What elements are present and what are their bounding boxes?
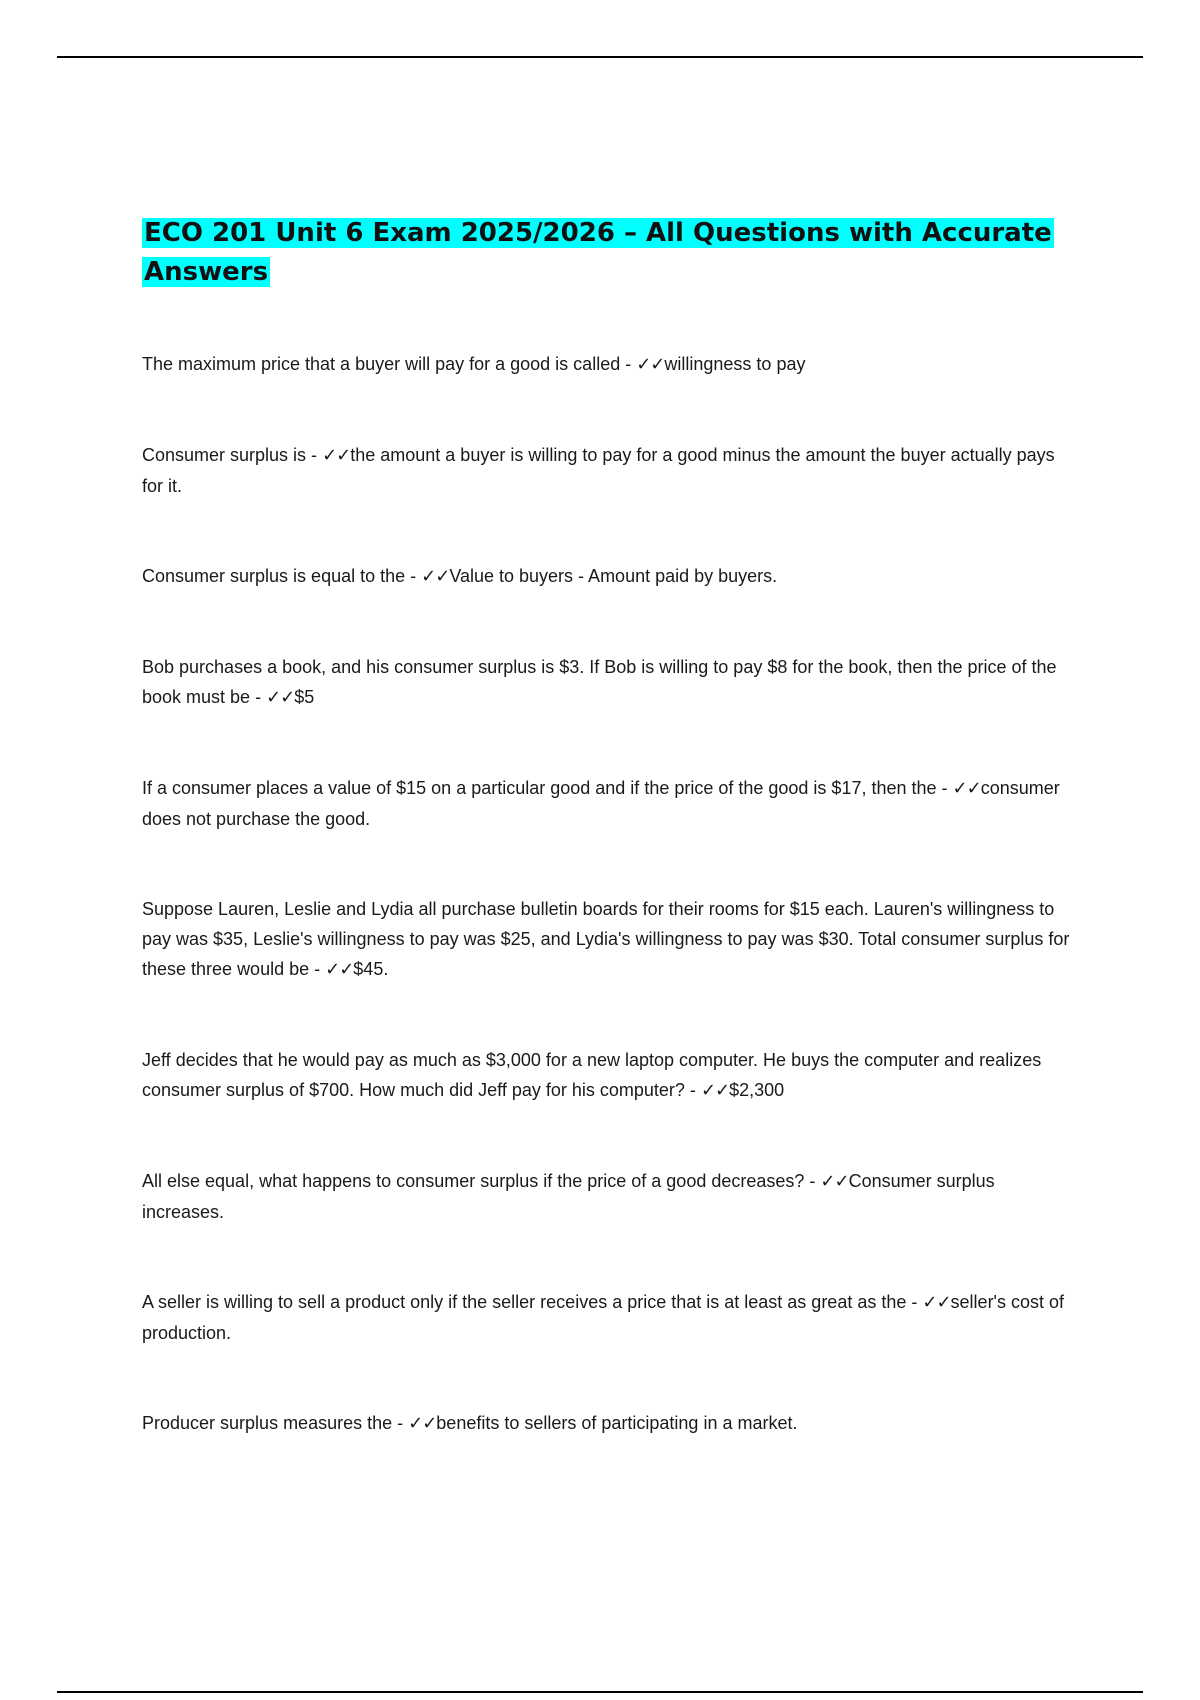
answer-text: $45. — [353, 959, 389, 979]
qa-item — [142, 652, 1072, 713]
qa-item — [142, 349, 1072, 380]
answer-text: the amount a buyer is willing to pay for a good minus the amount the buyer actually pays for it. — [142, 445, 1055, 496]
qa-item — [142, 1045, 1072, 1106]
qa-item — [142, 561, 1072, 592]
document-body — [142, 214, 1072, 1439]
answer-text: $2,300 — [729, 1080, 785, 1100]
double-check-icon: ✓✓ — [820, 1171, 849, 1192]
document-title — [142, 214, 1072, 292]
question-text: If a consumer places a value of $15 on a particular good and if the price of the good is $17, then the - — [142, 778, 953, 798]
top-rule — [57, 56, 1143, 58]
double-check-icon: ✓✓ — [421, 566, 450, 587]
double-check-icon: ✓✓ — [636, 354, 665, 375]
answer-text: consumer does not purchase the good. — [142, 778, 1060, 829]
question-text: Jeff decides that he would pay as much as $3,000 for a new laptop computer. He buys the computer and realizes consumer surplus of $700. How much did Jeff pay for his computer? - — [142, 1050, 1042, 1100]
double-check-icon: ✓✓ — [922, 1292, 951, 1313]
question-text: All else equal, what happens to consumer surplus if the price of a good decreases? - — [142, 1171, 821, 1191]
double-check-icon: ✓✓ — [322, 445, 351, 466]
question-text: The maximum price that a buyer will pay for a good is called - — [142, 354, 637, 374]
title-highlight: ECO 201 Unit 6 Exam 2025/2026 – All Questions with Accurate Answers — [144, 218, 1052, 287]
bottom-rule — [57, 1691, 1143, 1693]
qa-item — [142, 773, 1072, 834]
answer-text: benefits to sellers of participating in a market. — [436, 1413, 798, 1433]
answer-text: Value to buyers - Amount paid by buyers. — [449, 566, 778, 586]
answer-text: Consumer surplus increases. — [142, 1171, 995, 1222]
qa-list — [142, 349, 1072, 1439]
double-check-icon: ✓✓ — [700, 1080, 730, 1101]
question-text: A seller is willing to sell a product only if the seller receives a price that is at least as great as the - — [142, 1292, 923, 1312]
question-text: Bob purchases a book, and his consumer surplus is $3. If Bob is willing to pay $8 for the book, then the price of the book must be - — [142, 657, 1057, 707]
qa-item — [142, 1408, 1072, 1439]
double-check-icon: ✓✓ — [408, 1413, 437, 1434]
answer-text: seller's cost of production. — [142, 1292, 1065, 1343]
double-check-icon: ✓✓ — [952, 778, 981, 799]
qa-item — [142, 1166, 1072, 1227]
question-text: Producer surplus measures the - — [142, 1413, 409, 1433]
question-text: Suppose Lauren, Leslie and Lydia all purchase bulletin boards for their rooms for $15 each. Lauren's willingness to pay was $35, Leslie's willingness to pay was $25, and Lydia's willingness to pay was $30. Total consumer surplus for these three would be - — [142, 899, 1070, 979]
question-text: Consumer surplus is - — [142, 445, 323, 465]
answer-text: willingness to pay — [664, 354, 806, 374]
double-check-icon: ✓✓ — [325, 959, 354, 980]
answer-text: $5 — [294, 687, 315, 707]
qa-item — [142, 440, 1072, 501]
qa-item — [142, 894, 1072, 985]
question-text: Consumer surplus is equal to the - — [142, 566, 422, 586]
qa-item — [142, 1287, 1072, 1348]
double-check-icon: ✓✓ — [266, 687, 295, 708]
